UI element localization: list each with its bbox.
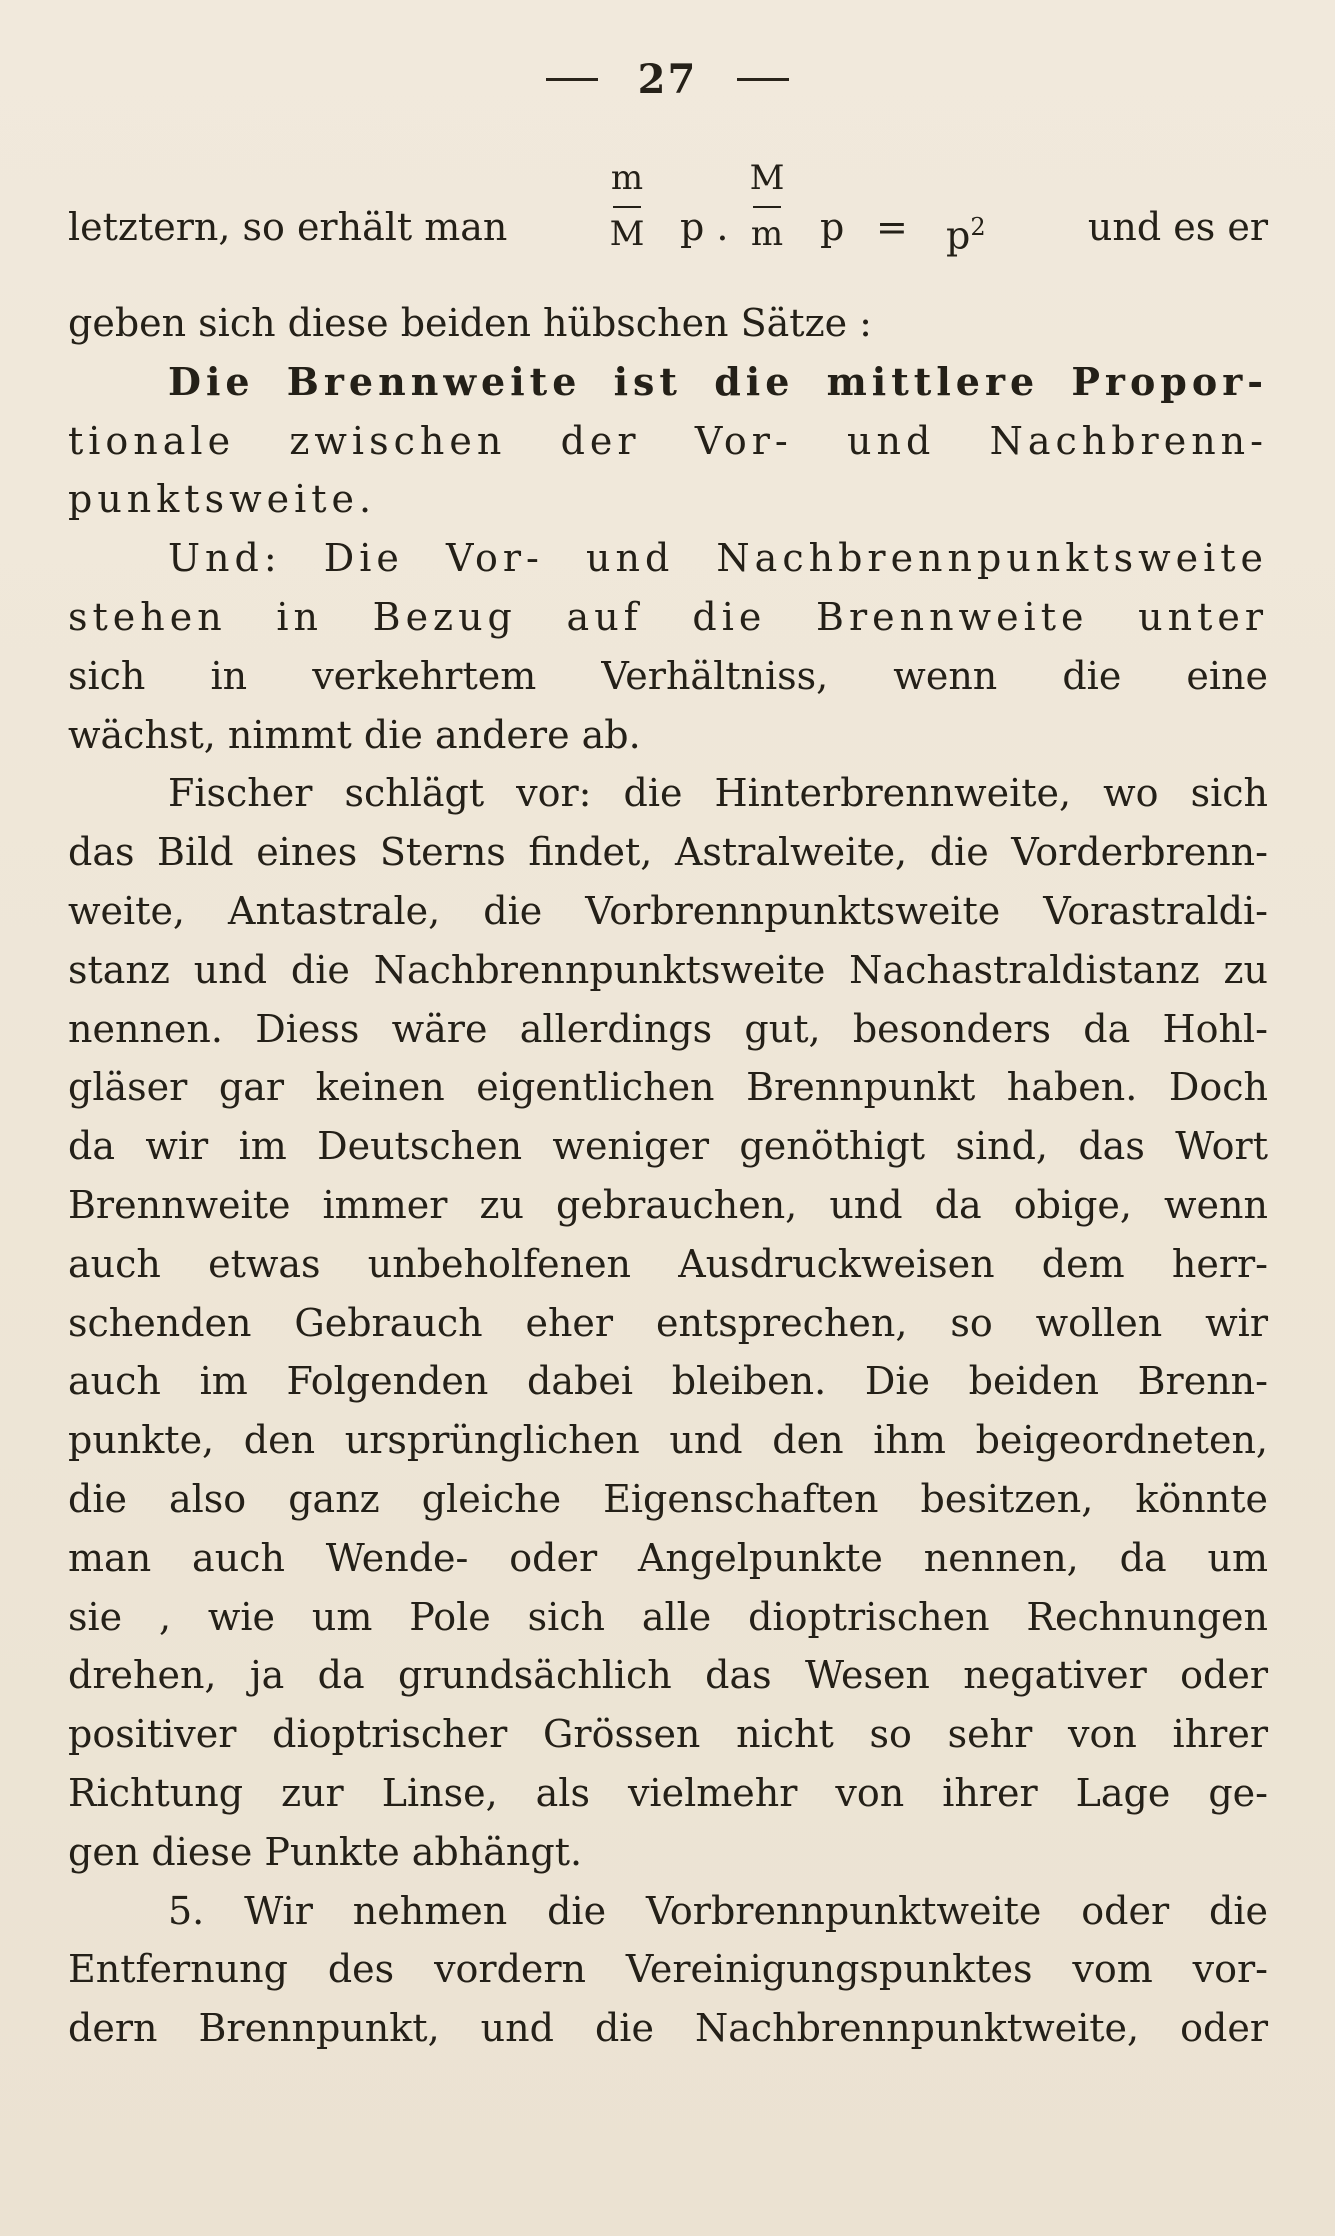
text-line: man auch Wende- oder Angelpunkte nennen, da um [68,1535,1268,1580]
right-dash-rule [737,78,789,81]
fraction-bar [753,206,781,208]
text-line: Und: Die Vor- und Nachbrennpunktsweite [168,536,1268,581]
text-line: auch etwas unbeholfenen Ausdruckweisen dem herr- [68,1241,1268,1286]
text-line: Fischer schlägt vor: die Hinterbrennweite, wo sich [168,771,1268,816]
formula-trail-text: und es er [1087,205,1268,249]
left-dash-rule [546,78,598,81]
text-line: gläser gar keinen eigentlichen Brennpunkt haben. Doch [68,1065,1268,1110]
formula-p-dot: p . [680,205,729,249]
text-line: punkte, den ursprünglichen und den ihm beigeordneten, [68,1418,1268,1463]
page-number-header [0,52,1335,103]
formula-exponent: 2 [970,213,986,241]
fraction-denominator: M [609,214,645,254]
page-number: 27 [637,55,698,103]
text-line: 5. Wir nehmen die Vorbrennpunktweite oder die [168,1888,1268,1933]
fraction-m-over-M [604,158,650,254]
formula-lead-text: letztern, so erhält man [68,205,508,249]
formula-p-base: p [946,213,971,258]
text-line: stanz und die Nachbrennpunktsweite Nachastraldistanz zu [68,947,1268,992]
fraction-M-over-m [744,158,790,254]
text-line: sich in verkehrtem Verhältniss, wenn die eine [68,653,1268,698]
text-line: punktsweite. [68,477,377,522]
text-line: dern Brennpunkt, und die Nachbrennpunktweite, oder [68,2006,1268,2051]
text-line: die also ganz gleiche Eigenschaften besitzen, könnte [68,1476,1268,1521]
text-line: das Bild eines Sterns findet, Astralweite, die Vorderbrenn- [68,830,1268,875]
text-line: Entfernung des vordern Vereinigungspunktes vom vor- [68,1947,1268,1992]
text-line: auch im Folgenden dabei bleiben. Die beiden Brenn- [68,1359,1268,1404]
text-line: geben sich diese beiden hübschen Sätze : [68,301,872,345]
text-line: drehen, ja da grundsächlich das Wesen negativer oder [68,1653,1268,1698]
text-line: schenden Gebrauch eher entsprechen, so wollen wir [68,1300,1268,1345]
text-line: sie , wie um Pole sich alle dioptrischen Rechnungen [68,1594,1268,1639]
text-line: da wir im Deutschen weniger genöthigt sind, das Wort [68,1124,1268,1169]
text-line: wächst, nimmt die andere ab. [68,712,641,757]
text-line: positiver dioptrischer Grössen nicht so sehr von ihrer [68,1712,1268,1757]
text-line: Die Brennweite ist die mittlere Propor- [168,358,1268,404]
fraction-numerator: M [749,158,785,198]
text-line: stehen in Bezug auf die Brennweite unter [68,594,1268,639]
formula-equals: = [876,205,908,249]
fraction-denominator: m [750,214,784,254]
fraction-bar [613,206,641,208]
fraction-numerator: m [610,158,644,198]
text-line: nennen. Diess wäre allerdings gut, besonders da Hohl- [68,1006,1268,1051]
formula-p: p [820,205,845,249]
formula-line [68,158,1268,294]
text-line: Brennweite immer zu gebrauchen, und da obige, wenn [68,1182,1268,1227]
text-line: weite, Antastrale, die Vorbrennpunktsweite Vorastraldi- [68,888,1268,933]
text-line: Richtung zur Linse, als vielmehr von ihrer Lage ge- [68,1770,1268,1815]
formula-p-squared [946,198,986,265]
text-line: gen diese Punkte abhängt. [68,1829,583,1874]
body-text [68,158,1268,2058]
text-line: tionale zwischen der Vor- und Nachbrenn- [68,418,1268,463]
